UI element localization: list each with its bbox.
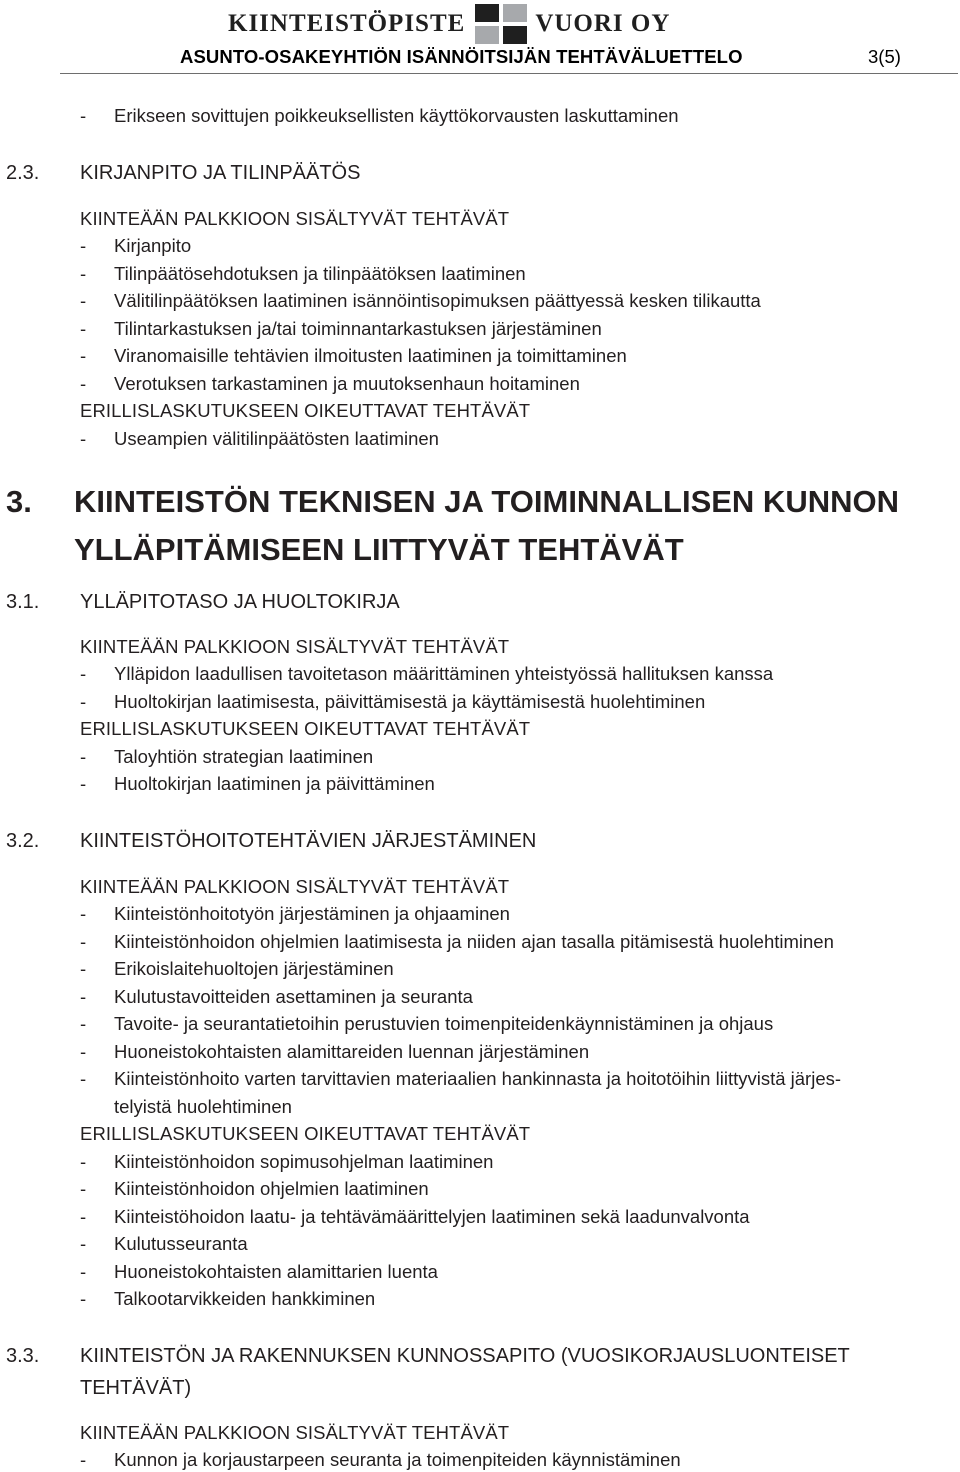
chapter-number: 3.	[6, 484, 32, 519]
list-bullet: -	[80, 105, 87, 126]
section-number: 3.2.	[6, 830, 40, 852]
section-number: 3.3.	[6, 1345, 40, 1367]
section-title: YLLÄPITOTASO JA HUOLTOKIRJA	[80, 591, 400, 613]
subsection-heading: KIINTEÄÄN PALKKIOON SISÄLTYVÄT TEHTÄVÄT	[80, 208, 510, 229]
subsection-heading: ERILLISLASKUTUKSEEN OIKEUTTAVAT TEHTÄVÄT	[80, 718, 531, 739]
section-number: 2.3.	[6, 162, 40, 184]
document-title: ASUNTO-OSAKEYHTIÖN ISÄNNÖITSIJÄN TEHTÄVÄLUETTELO	[180, 46, 743, 67]
section-title-line2: TEHTÄVÄT)	[80, 1377, 192, 1399]
section-number: 3.1.	[6, 591, 40, 613]
page-header	[0, 0, 960, 76]
subsection-heading: ERILLISLASKUTUKSEEN OIKEUTTAVAT TEHTÄVÄT	[80, 1123, 531, 1144]
subsection-heading: KIINTEÄÄN PALKKIOON SISÄLTYVÄT TEHTÄVÄT	[80, 876, 510, 897]
logo-text-right: VUORI OY	[535, 10, 671, 37]
header-divider	[60, 73, 958, 74]
logo-mark-icon	[475, 4, 527, 44]
chapter-title-line1: KIINTEISTÖN TEKNISEN JA TOIMINNALLISEN KUNNON	[74, 484, 899, 519]
subsection-heading: KIINTEÄÄN PALKKIOON SISÄLTYVÄT TEHTÄVÄT	[80, 636, 510, 657]
subsection-heading: KIINTEÄÄN PALKKIOON SISÄLTYVÄT TEHTÄVÄT	[80, 1422, 510, 1443]
subsection-heading: ERILLISLASKUTUKSEEN OIKEUTTAVAT TEHTÄVÄT	[80, 400, 531, 421]
section-title: KIRJANPITO JA TILINPÄÄTÖS	[80, 162, 361, 184]
chapter-title-line2: YLLÄPITÄMISEEN LIITTYVÄT TEHTÄVÄT	[74, 532, 684, 567]
page-number: 3(5)	[868, 46, 901, 67]
logo-text-left: KIINTEISTÖPISTE	[228, 10, 466, 37]
section-title: KIINTEISTÖHOITOTEHTÄVIEN JÄRJESTÄMINEN	[80, 830, 537, 852]
company-logo	[228, 4, 670, 44]
section-title-line1: KIINTEISTÖN JA RAKENNUKSEN KUNNOSSAPITO (VUOSIKORJAUSLUONTEISET	[80, 1345, 850, 1367]
